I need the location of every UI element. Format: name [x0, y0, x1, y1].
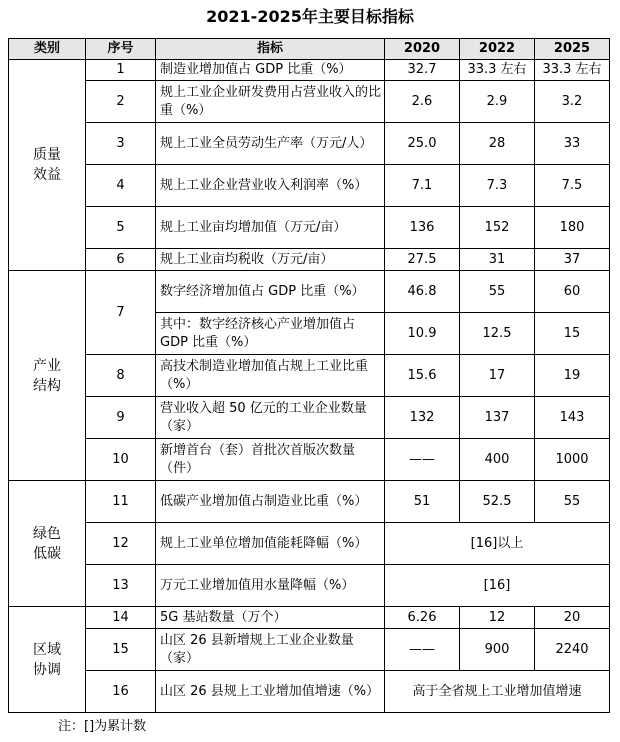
value-2020: 132	[385, 397, 460, 439]
table-row	[9, 671, 610, 713]
value-2022: 2.9	[460, 81, 535, 123]
indicator-cell: 规上工业企业营业收入利润率（%）	[156, 165, 385, 207]
indicator-cell: 规上工业亩均税收（万元/亩）	[156, 249, 385, 271]
indicator-cell: 高技术制造业增加值占规上工业比重（%）	[156, 355, 385, 397]
value-2025: 1000	[535, 439, 610, 481]
table-row	[9, 81, 610, 123]
indicator-cell: 山区 26 县新增规上工业企业数量（家）	[156, 629, 385, 671]
value-2025: 33	[535, 123, 610, 165]
table-row	[9, 481, 610, 523]
value-2020: 46.8	[385, 271, 460, 313]
table-row	[9, 607, 610, 629]
header-indicator: 指标	[156, 39, 385, 60]
row-number: 11	[86, 481, 156, 523]
indicator-cell: 规上工业企业研发费用占营业收入的比重（%）	[156, 81, 385, 123]
merged-target-value: [16]以上	[385, 523, 610, 565]
row-number: 4	[86, 165, 156, 207]
indicator-cell: 规上工业全员劳动生产率（万元/人）	[156, 123, 385, 165]
value-2022: 31	[460, 249, 535, 271]
table-row	[9, 439, 610, 481]
indicator-cell: 数字经济增加值占 GDP 比重（%）	[156, 271, 385, 313]
value-2025: 2240	[535, 629, 610, 671]
value-2025: 3.2	[535, 81, 610, 123]
targets-table	[8, 38, 610, 713]
indicator-cell: 低碳产业增加值占制造业比重（%）	[156, 481, 385, 523]
indicator-cell: 5G 基站数量（万个）	[156, 607, 385, 629]
value-2025: 33.3 左右	[535, 60, 610, 81]
header-category: 类别	[9, 39, 86, 60]
row-number: 15	[86, 629, 156, 671]
table-row	[9, 165, 610, 207]
row-number: 8	[86, 355, 156, 397]
footnote: 注：[]为累计数	[58, 719, 147, 734]
indicator-cell: 万元工业增加值用水量降幅（%）	[156, 565, 385, 607]
value-2022: 152	[460, 207, 535, 249]
table-row	[9, 123, 610, 165]
value-2025: 15	[535, 313, 610, 355]
indicator-cell: 规上工业亩均增加值（万元/亩）	[156, 207, 385, 249]
category-label: 质量效益	[33, 147, 61, 183]
row-number: 3	[86, 123, 156, 165]
value-2022: 28	[460, 123, 535, 165]
value-2022: 7.3	[460, 165, 535, 207]
value-2022: 55	[460, 271, 535, 313]
value-2022: 17	[460, 355, 535, 397]
value-2022: 12.5	[460, 313, 535, 355]
value-2020: 27.5	[385, 249, 460, 271]
value-2020: 6.26	[385, 607, 460, 629]
page-title: 2021-2025年主要目标指标	[206, 7, 414, 26]
indicator-cell: 其中：数字经济核心产业增加值占 GDP 比重（%）	[156, 313, 385, 355]
value-2020: ——	[385, 629, 460, 671]
value-2025: 60	[535, 271, 610, 313]
table-row	[9, 397, 610, 439]
table-row	[9, 249, 610, 271]
row-number: 16	[86, 671, 156, 713]
value-2025: 19	[535, 355, 610, 397]
indicator-cell: 制造业增加值占 GDP 比重（%）	[156, 60, 385, 81]
row-number: 7	[86, 271, 156, 355]
value-2022: 137	[460, 397, 535, 439]
merged-target-value: 高于全省规上工业增加值增速	[385, 671, 610, 713]
indicator-cell: 山区 26 县规上工业增加值增速（%）	[156, 671, 385, 713]
value-2025: 7.5	[535, 165, 610, 207]
category-label: 产业结构	[33, 357, 61, 394]
value-2020: 51	[385, 481, 460, 523]
header-2022: 2022	[460, 39, 535, 60]
value-2025: 180	[535, 207, 610, 249]
value-2025: 37	[535, 249, 610, 271]
row-number: 5	[86, 207, 156, 249]
row-number: 10	[86, 439, 156, 481]
header-2025: 2025	[535, 39, 610, 60]
category-label: 区域协调	[33, 641, 61, 678]
table-header-row	[9, 39, 610, 60]
table-row	[9, 207, 610, 249]
table-row	[9, 271, 610, 313]
category-cell	[9, 60, 86, 271]
value-2022: 400	[460, 439, 535, 481]
row-number: 6	[86, 249, 156, 271]
indicator-cell: 营业收入超 50 亿元的工业企业数量（家）	[156, 397, 385, 439]
value-2020: 32.7	[385, 60, 460, 81]
row-number: 1	[86, 60, 156, 81]
value-2022: 33.3 左右	[460, 60, 535, 81]
merged-target-value: [16]	[385, 565, 610, 607]
value-2020: ——	[385, 439, 460, 481]
category-cell	[9, 481, 86, 607]
value-2020: 2.6	[385, 81, 460, 123]
value-2022: 900	[460, 629, 535, 671]
indicator-cell: 新增首台（套）首批次首版次数量（件）	[156, 439, 385, 481]
table-row	[9, 629, 610, 671]
value-2022: 52.5	[460, 481, 535, 523]
table-row	[9, 60, 610, 81]
value-2025: 55	[535, 481, 610, 523]
row-number: 13	[86, 565, 156, 607]
value-2020: 10.9	[385, 313, 460, 355]
value-2022: 12	[460, 607, 535, 629]
value-2020: 7.1	[385, 165, 460, 207]
table-row	[9, 523, 610, 565]
header-2020: 2020	[385, 39, 460, 60]
value-2025: 20	[535, 607, 610, 629]
value-2020: 136	[385, 207, 460, 249]
value-2020: 15.6	[385, 355, 460, 397]
row-number: 9	[86, 397, 156, 439]
category-cell	[9, 607, 86, 713]
category-label: 绿色低碳	[33, 525, 61, 562]
row-number: 2	[86, 81, 156, 123]
table-row	[9, 355, 610, 397]
header-number: 序号	[86, 39, 156, 60]
value-2020: 25.0	[385, 123, 460, 165]
row-number: 12	[86, 523, 156, 565]
category-cell	[9, 271, 86, 481]
indicator-cell: 规上工业单位增加值能耗降幅（%）	[156, 523, 385, 565]
table-row	[9, 565, 610, 607]
value-2025: 143	[535, 397, 610, 439]
row-number: 14	[86, 607, 156, 629]
